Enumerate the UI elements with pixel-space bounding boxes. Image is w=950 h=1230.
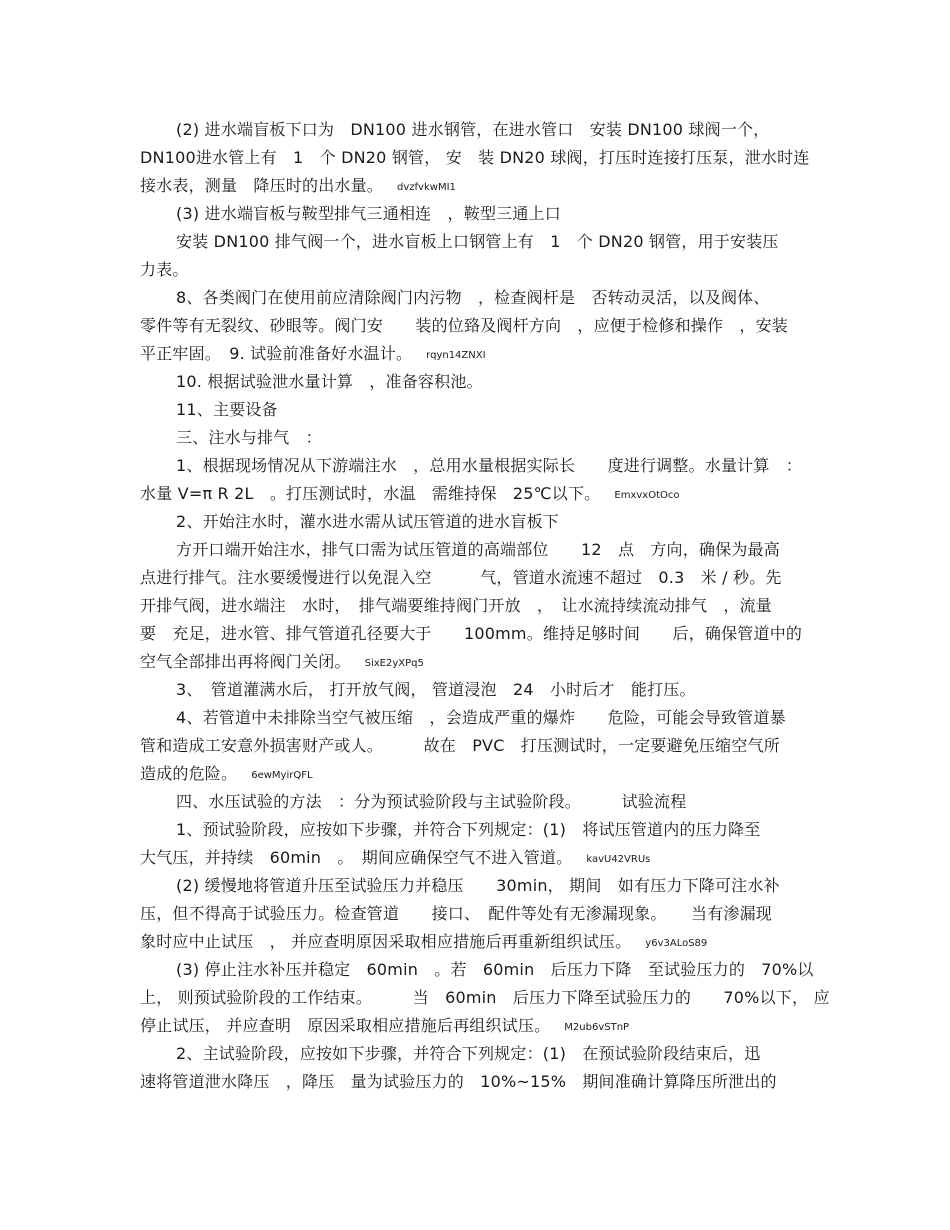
paragraph-line: 管和造成工安意外损害财产或人。 故在 PVC 打压测试时，一定要避免压缩空气所 [140,736,780,755]
section-heading: 四、水压试验的方法 ：分为预试验阶段与主试验阶段。 试验流程 [176,792,687,811]
paragraph-line: 10. 根据试验泄水量计算 ，准备容积池。 [176,372,483,391]
paragraph-line: (2) 进水端盲板下口为 DN100 进水钢管，在进水管口 安装 DN100 球阀一个， [176,120,770,139]
paragraph-line: 平正牢固。 9. 试验前准备好水温计。 rqyn14ZNXI [140,344,486,363]
paragraph-line: DN100进水管上有 1 个 DN20 钢管， 安 装 DN20 球阀，打压时连接打压泵，泄水时连 [140,148,810,167]
paragraph-line: 1、根据现场情况从下游端注水 ，总用水量根据实际长 度进行调整。水量计算 ： [176,456,802,475]
paragraph-line: (2) 缓慢地将管道升压至试验压力并稳压 30min， 期间 如有压力下降可注水补 [176,876,780,895]
paragraph-line: 力表。 [140,260,189,279]
paragraph-line: 空气全部排出再将阀门关闭。 SixE2yXPq5 [140,652,424,671]
paragraph-line: 安装 DN100 排气阀一个，进水盲板上口钢管上有 1 个 DN20 钢管，用于安装压 [176,232,779,251]
paragraph-line: 点进行排气。注水要缓慢进行以免混入空 气，管道水流速不超过 0.3 米 / 秒。先 [140,568,782,587]
paragraph-line: 方开口端开始注水，排气口需为试压管道的高端部位 12 点 方向，确保为最高 [176,540,780,559]
paragraph-line: 造成的危险。 6ewMyirQFL [140,764,313,783]
paragraph-line: 零件等有无裂纹、砂眼等。阀门安 装的位臵及阀杆方向 ，应便于检修和操作 ，安装 [140,316,789,335]
paragraph-line: 2、开始注水时，灌水进水需从试压管道的进水盲板下 [176,512,559,531]
doc-code: 6ewMyirQFL [251,770,313,781]
doc-code: kavU42VRUs [586,854,651,865]
doc-code: rqyn14ZNXI [426,350,486,361]
paragraph-line: 8、各类阀门在使用前应清除阀门内污物 ，检查阀杆是 否转动灵活，以及阀体、 [176,288,770,307]
paragraph-line: 开排气阀，进水端注 水时， 排气端要维持阀门开放 ， 让水流持续流动排气 ，流量 [140,596,773,615]
paragraph-line: 大气压，并持续 60min 。 期间应确保空气不进入管道。 kavU42VRUs [140,848,651,867]
paragraph-line: 要 充足，进水管、排气管道孔径要大于 100mm。维持足够时间 后，确保管道中的 [140,624,803,643]
paragraph-line: 2、主试验阶段，应按如下步骤，并符合下列规定：(1) 在预试验阶段结束后，迅 [176,1044,761,1063]
paragraph-line: 4、若管道中未排除当空气被压缩 ，会造成严重的爆炸 危险，可能会导致管道暴 [176,708,786,727]
paragraph-line: 停止试压， 并应查明 原因采取相应措施后再组织试压。 M2ub6vSTnP [140,1016,630,1035]
doc-code: SixE2yXPq5 [364,658,424,669]
doc-code: y6v3ALoS89 [645,938,708,949]
paragraph-line: 上， 则预试验阶段的工作结束。 当 60min 后压力下降至试验压力的 70%以下， 应 [140,988,830,1007]
doc-code: M2ub6vSTnP [564,1022,630,1033]
paragraph-line: 象时应中止试压 ， 并应查明原因采取相应措施后再重新组织试压。 y6v3ALoS89 [140,932,708,951]
paragraph-line: (3) 进水端盲板与鞍型排气三通相连 ，鞍型三通上口 [176,204,561,223]
paragraph-line: (3) 停止注水补压并稳定 60min 。若 60min 后压力下降 至试验压力的 70%以 [176,960,814,979]
paragraph-line: 3、 管道灌满水后， 打开放气阀， 管道浸泡 24 小时后才 能打压。 [176,680,696,699]
paragraph-line: 1、预试验阶段，应按如下步骤，并符合下列规定：(1) 将试压管道内的压力降至 [176,820,761,839]
section-heading: 三、注水与排气 ： [176,428,322,447]
paragraph-line: 水量 V=π R 2L 。打压测试时，水温 需维持保 25℃以下。 EmxvxOtOco [140,484,680,503]
paragraph-line: 速将管道泄水降压 ，降压 量为试验压力的 10%~15% 期间准确计算降压所泄出的 [140,1072,777,1091]
paragraph-line: 压，但不得高于试验压力。检查管道 接口、 配件等处有无渗漏现象。 当有渗漏现 [140,904,773,923]
doc-code: dvzfvkwMI1 [397,182,456,193]
doc-code: EmxvxOtOco [614,490,680,501]
section-heading: 11、主要设备 [176,400,278,419]
paragraph-line: 接水表，测量 降压时的出水量。 dvzfvkwMI1 [140,176,456,195]
